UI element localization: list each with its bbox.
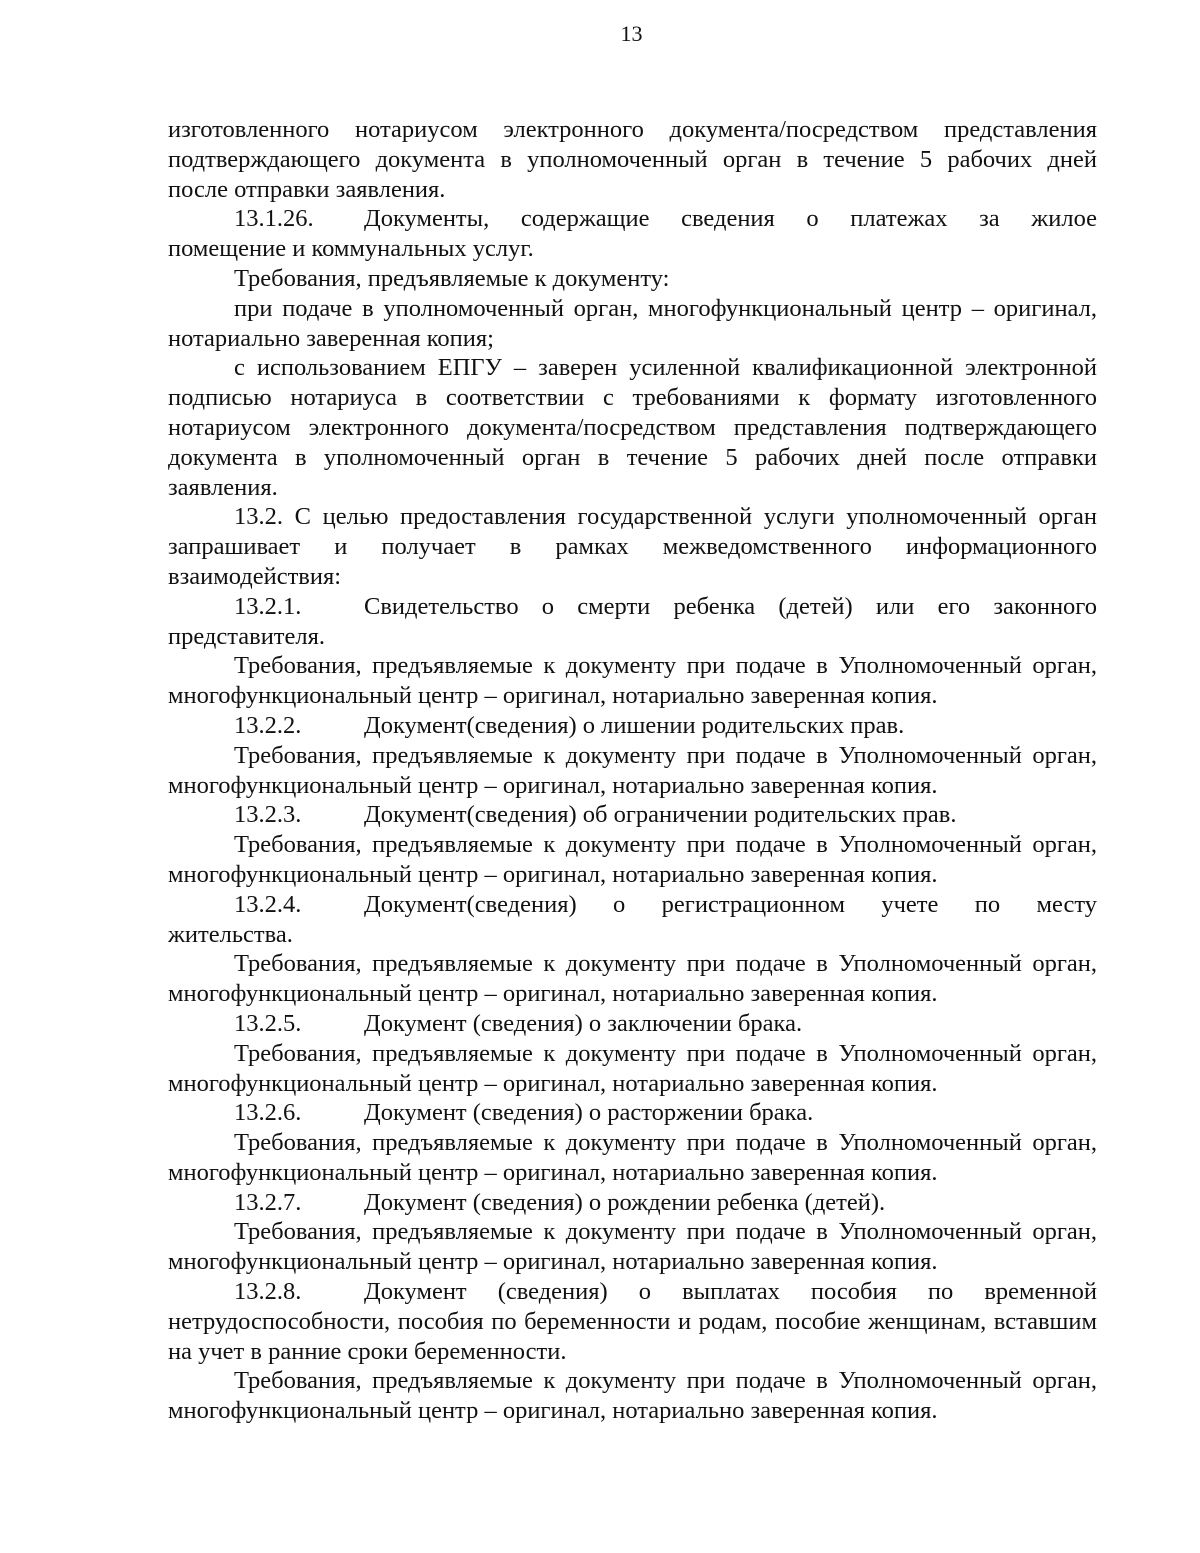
requirement-paragraph: Требования, предъявляемые к документу при подаче в Уполномоченный орган, многофункциональный центр – оригинал, нотариально заверенная копия. — [168, 741, 1097, 799]
requirement-paragraph: Требования, предъявляемые к документу при подаче в Уполномоченный орган, многофункциональный центр – оригинал, нотариально заверенная копия. — [168, 831, 1097, 888]
item-number: 13.2.7. — [234, 1188, 302, 1216]
item-number: 13.2.2. — [234, 711, 302, 739]
item-text-rest: представителя. — [168, 622, 326, 650]
requirement-paragraph: Требования, предъявляемые к документу при подаче в Уполномоченный орган, многофункциональный центр – оригинал, нотариально заверенная копия. — [168, 1129, 1097, 1186]
item-text: Документ (сведения) о заключении брака. — [364, 1009, 803, 1037]
item-number: 13.2.1. — [234, 592, 302, 620]
page-number: 13 — [620, 21, 643, 46]
item-text: Документ(сведения) о лишении родительских прав. — [364, 711, 905, 739]
requirement-paragraph: Требования, предъявляемые к документу при подаче в Уполномоченный орган, многофункциональный центр – оригинал, нотариально заверенная копия. — [168, 1367, 1097, 1425]
requirement-paragraph: с использованием ЕПГУ – заверен усиленной квалификационной электронной подписью нотариуса в соответствии с требованиями к формату изготовленного нотариусом электронного документа/посредством представления подтверждающего документа в уполномоченный орган в течение 5 рабочих дней после отправки заявления. — [168, 354, 1097, 501]
item-text-first-line: Свидетельство о смерти ребенка (детей) или его законного — [364, 592, 1097, 620]
paragraph-continuation — [168, 115, 1097, 204]
item-text: Документ (сведения) о расторжении брака. — [364, 1099, 814, 1127]
list-item-13-2-7 — [234, 1188, 1097, 1218]
list-item-13-2-8 — [168, 1277, 1097, 1366]
list-item-13-1-26 — [168, 204, 1097, 264]
requirement-paragraph: при подаче в уполномоченный орган, многофункциональный центр – оригинал, нотариально заверенная копия; — [168, 294, 1097, 352]
item-text-first-line: Документ(сведения) о регистрационном учете по месту — [364, 890, 1097, 918]
item-number: 13.2.4. — [234, 890, 302, 918]
list-item-13-2-6 — [234, 1098, 1097, 1128]
item-number: 13.2.6. — [234, 1099, 302, 1127]
list-item-13-2-1 — [168, 592, 1097, 652]
item-text-rest: нетрудоспособности, пособия по беременности и родам, пособие женщинам, вставшим на учет в ранние сроки беременности. — [168, 1307, 1097, 1365]
text-line: после отправки заявления. — [168, 175, 446, 203]
item-text-first-line: Документ (сведения) о выплатах пособия по временной — [364, 1278, 1097, 1306]
requirement-paragraph: Требования, предъявляемые к документу при подаче в Уполномоченный орган, многофункциональный центр – оригинал, нотариально заверенная копия. — [168, 1039, 1097, 1097]
item-text: Документ(сведения) об ограничении родительских прав. — [364, 801, 957, 829]
document-body — [168, 115, 1097, 1426]
item-text-rest: жительства. — [168, 920, 293, 948]
requirement-paragraph: Требования, предъявляемые к документу при подаче в Уполномоченный орган, многофункциональный центр – оригинал, нотариально заверенная копия. — [168, 950, 1097, 1008]
section-paragraph-13-2: 13.2. С целью предоставления государственной услуги уполномоченный орган запрашивает и получает в рамках межведомственного информационного взаимодействия: — [168, 503, 1097, 590]
item-text-rest: помещение и коммунальных услуг. — [168, 235, 534, 263]
list-item-13-2-2 — [234, 711, 1097, 741]
list-item-13-2-5 — [234, 1009, 1097, 1039]
requirement-paragraph: Требования, предъявляемые к документу при подаче в Уполномоченный орган, многофункциональный центр – оригинал, нотариально заверенная копия. — [168, 1218, 1097, 1276]
item-number: 13.2.5. — [234, 1009, 302, 1037]
text-line: изготовленного нотариусом электронного документа/посредством представления — [168, 116, 1097, 143]
list-item-13-2-4 — [168, 890, 1097, 950]
requirement-paragraph: Требования, предъявляемые к документу при подаче в Уполномоченный орган, многофункциональный центр – оригинал, нотариально заверенная копия. — [168, 652, 1097, 710]
list-item-13-2-3 — [234, 800, 1097, 830]
item-text: Документ (сведения) о рождении ребенка (детей). — [364, 1188, 886, 1216]
item-number: 13.1.26. — [234, 205, 314, 233]
item-number: 13.2.8. — [234, 1278, 302, 1306]
requirements-heading: Требования, предъявляемые к документу: — [234, 264, 670, 292]
item-text-first-line: Документы, содержащие сведения о платежах за жилое — [364, 205, 1097, 233]
text-line: подтверждающего документа в уполномоченный орган в течение 5 рабочих дней — [168, 145, 1097, 173]
item-number: 13.2.3. — [234, 801, 302, 829]
